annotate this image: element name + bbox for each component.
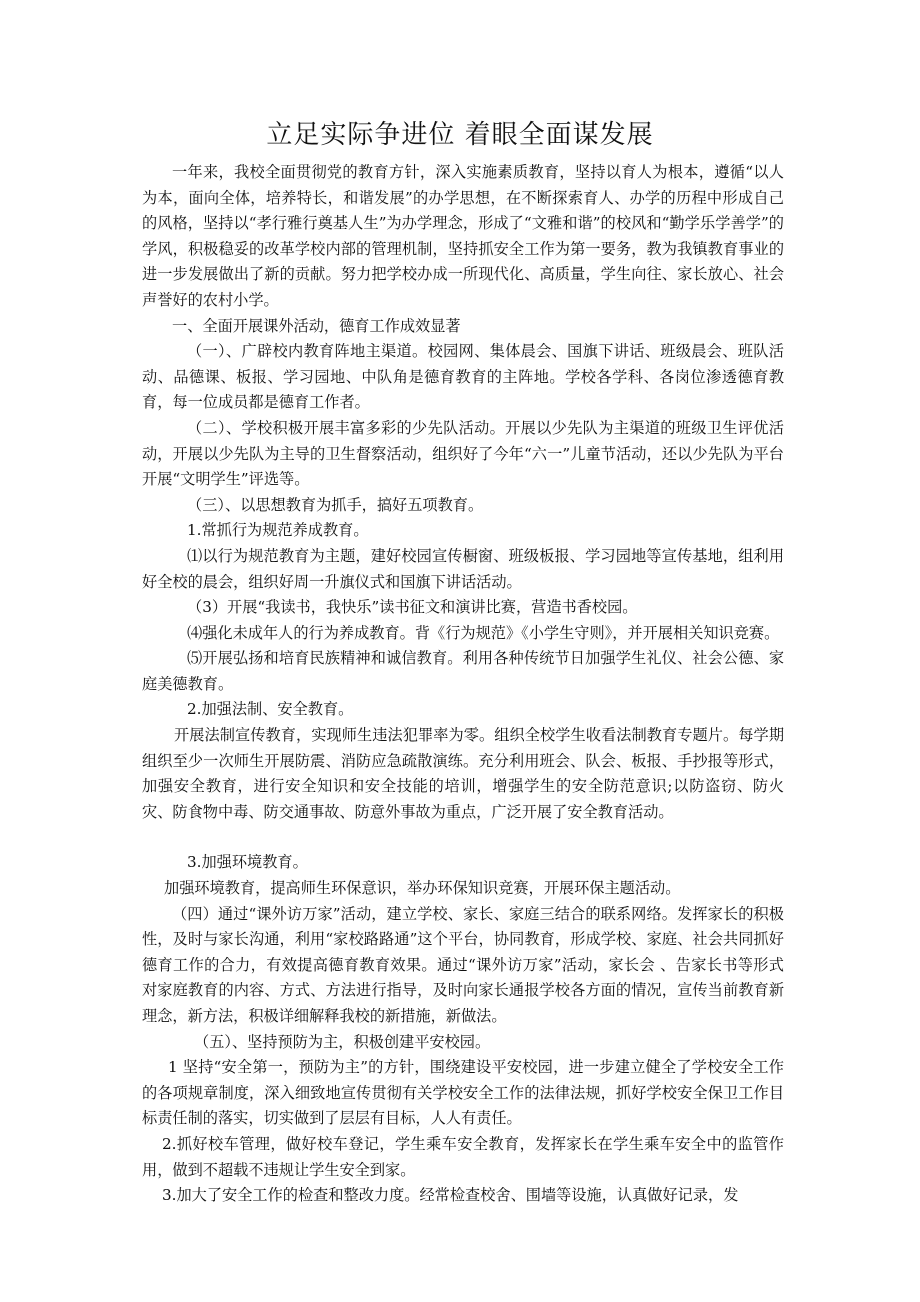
list-item: ⑴以行为规范教育为主题，建好校园宣传橱窗、班级板报、学习园地等宣传基地，组利用好全校的晨会，组织好周一升旗仪式和国旗下讲话活动。 xyxy=(142,546,784,591)
list-item: 3.加大了安全工作的检查和整改力度。经常检查校舍、围墙等设施，认真做好记录，发 xyxy=(162,1186,739,1205)
paragraph-legal: 开展法制宣传教育，实现师生违法犯罪率为零。组织全校学生收看法制教育专题片。每学期组织至少一次师生开展防震、消防应急疏散演练。充分利用班会、队会、板报、手抄报等形式，加强安全教育，进行安全知识和安全技能的培训，增强学生的安全防范意识;以防盗窃、防火灾、防食物中毒、防交通事故、防意外事故为重点，广泛开展了安全教育活动。 xyxy=(142,726,784,821)
paragraph-item-1: （一）、广辟校内教育阵地主渠道。校园网、集体晨会、国旗下讲话、班级晨会、班队活动、品德课、板报、学习园地、中队角是德育教育的主阵地。学校各学科、各岗位渗透德育教育，每一位成员都是德育工作者。 xyxy=(142,342,784,412)
paragraph-environment: 加强环境教育，提高师生环保意识，举办环保知识竞赛，开展环保主题活动。 xyxy=(164,879,681,898)
list-item: 1 坚持“安全第一，预防为主”的方针，围绕建设平安校园，进一步建立健全了学校安全工作的各项规章制度，深入细致地宣传贯彻有关学校安全工作的法律法规，抓好学校安全保卫工作目标责任制的落实，切实做到了层层有目标，人人有责任。 xyxy=(142,1058,784,1128)
document-body xyxy=(142,160,784,1209)
paragraph-item-2: （二）、学校积极开展丰富多彩的少先队活动。开展以少先队为主渠道的班级卫生评优活动，开展以少先队为主导的卫生督察活动，组织好了今年“六一”儿童节活动，还以少先队为平台开展“文明学生”评选等。 xyxy=(142,418,784,489)
section-heading-1: 一、全面开展课外活动，德育工作成效显著 xyxy=(172,316,461,335)
list-item: 2.抓好校车管理，做好校车登记，学生乘车安全教育，发挥家长在学生乘车安全中的监管作用，做到不超载不违规让学生安全到家。 xyxy=(142,1134,784,1179)
subheading-2: 2.加强法制、安全教育。 xyxy=(187,700,354,719)
subheading-3: 3.加强环境教育。 xyxy=(187,853,308,872)
paragraph-item-5: （五）、坚持预防为主，积极创建平安校园。 xyxy=(194,1032,491,1051)
subheading-1: 1.常抓行为规范养成教育。 xyxy=(187,521,369,540)
list-item: （3）开展“我读书，我快乐”读书征文和演讲比赛，营造书香校园。 xyxy=(187,598,638,617)
document-title: 立足实际争进位 着眼全面谋发展 xyxy=(266,120,654,150)
paragraph-item-3: （三）、以思想教育为抓手，搞好五项教育。 xyxy=(187,495,484,514)
list-item: ⑷强化未成年人的行为养成教育。背《行为规范》《小学生守则》，并开展相关知识竞赛。 xyxy=(187,623,780,642)
list-item: ⑸开展弘扬和培育民族精神和诚信教育。利用各种传统节日加强学生礼仪、社会公德、家庭美德教育。 xyxy=(142,649,784,693)
paragraph-intro: 一年来，我校全面贯彻党的教育方针，深入实施素质教育，坚持以育人为根本，遵循“以人为本，面向全体，培养特长，和谐发展”的办学思想，在不断探索育人、办学的历程中形成自己的风格，坚持以“孝行雅行奠基人生”为办学理念，形成了“文雅和谐”的校风和“勤学乐学善学”的学风，积极稳妥的改革学校内部的管理机制，坚持抓安全工作为第一要务，教为我镇教育事业的进一步发展做出了新的贡献。努力把学校办成一所现代化、高质量，学生向往、家长放心、社会声誉好的农村小学。 xyxy=(142,163,784,309)
paragraph-item-4: （四）通过“课外访万家”活动，建立学校、家长、家庭三结合的联系网络。发挥家长的积极性，及时与家长沟通，利用“家校路路通”这个平台，协同教育，形成学校、家庭、社会共同抓好德育工作的合力，有效提高德育教育效果。通过“课外访万家”活动，家长会 、告家长书等形式对家庭教育的内容、方式、方法进行指导，及时向家长通报学校各方面的情况，宣传当前教育新理念，新方法，积极详细解释我校的新措施，新做法。 xyxy=(142,904,784,1025)
